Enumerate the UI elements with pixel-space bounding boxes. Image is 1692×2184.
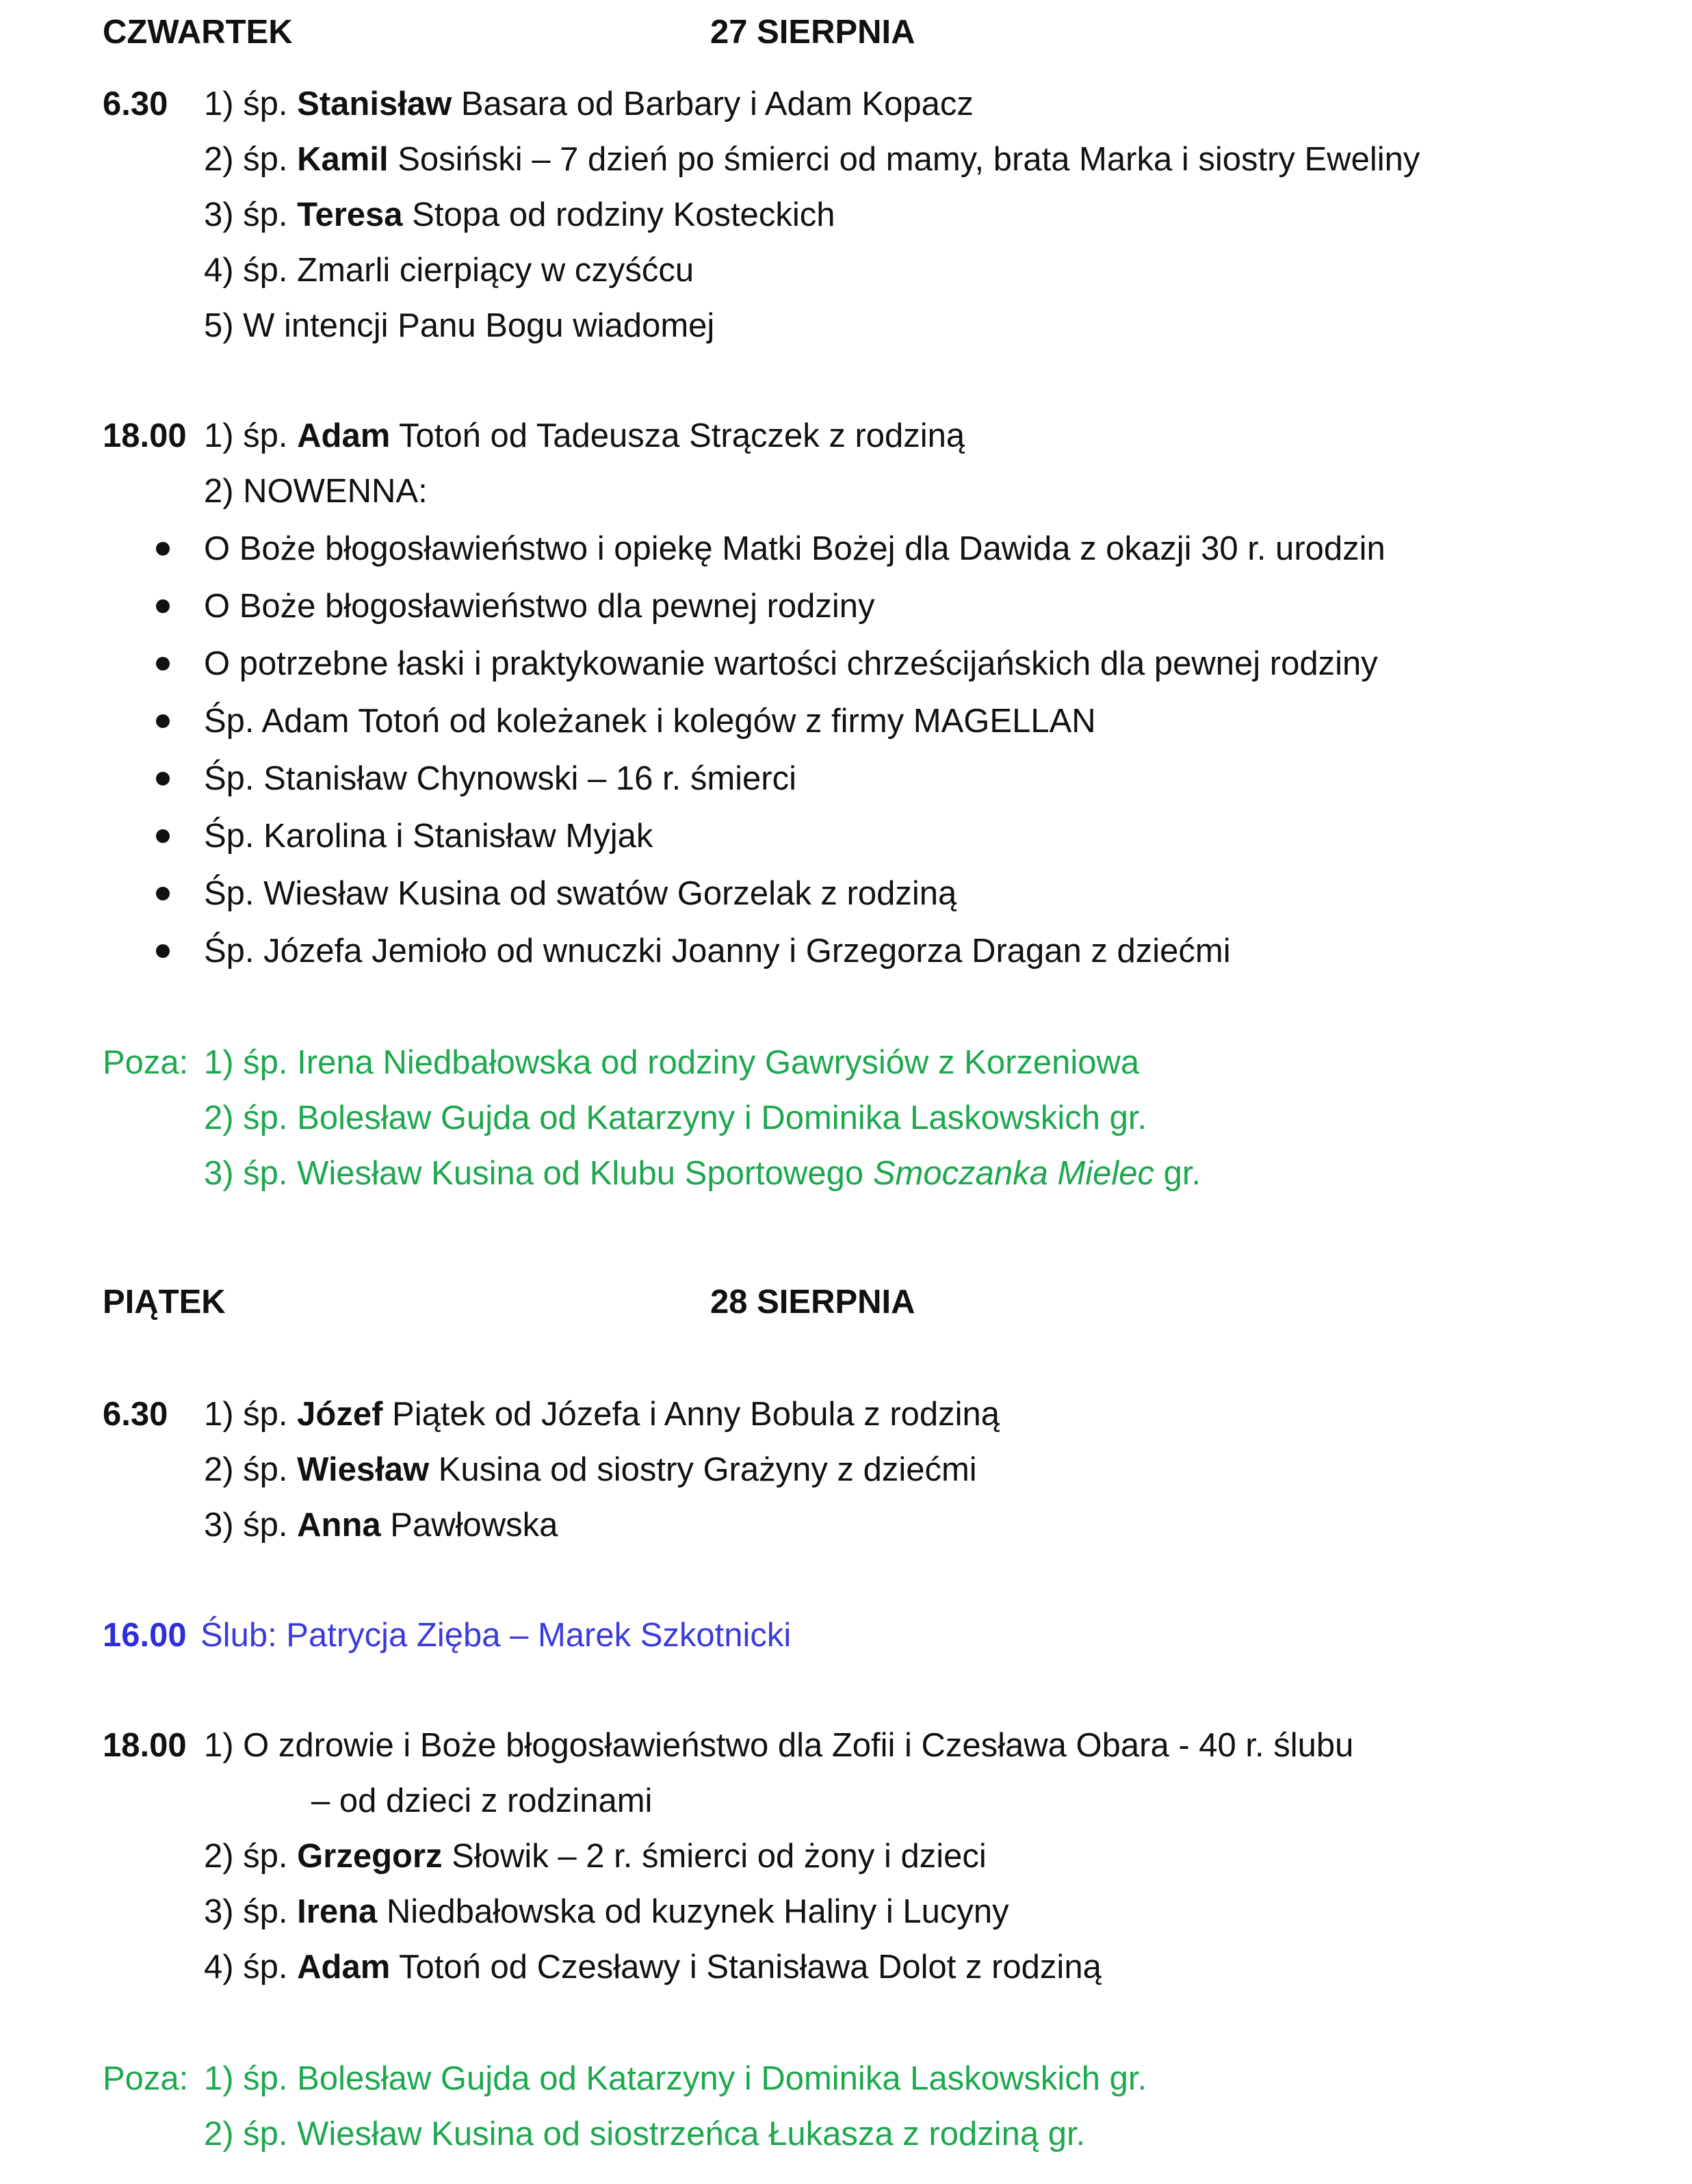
- novena-item: [0, 924, 1692, 978]
- bullet-icon: [156, 829, 170, 843]
- bullet-icon: [156, 542, 170, 556]
- day-date: 27 SIERPNIA: [710, 14, 915, 51]
- intention-name: Teresa: [297, 196, 403, 233]
- day-header-thursday: [0, 5, 1692, 60]
- novena-item: [0, 751, 1692, 806]
- poza-row: [0, 1146, 1692, 1201]
- poza-row: [0, 1091, 1692, 1145]
- bullet-icon: [156, 599, 170, 613]
- poza-label: Poza:: [103, 1044, 189, 1081]
- novena-item: [0, 866, 1692, 921]
- intention-text: 4) śp. Adam Totoń od Czesławy i Stanisława Dolot z rodziną: [204, 1949, 1102, 1986]
- novena-text: Śp. Józefa Jemioło od wnuczki Joanny i Grzegorza Dragan z dziećmi: [204, 933, 1231, 970]
- intention-name: Józef: [297, 1396, 383, 1433]
- novena-text: Śp. Stanisław Chynowski – 16 r. śmierci: [204, 760, 796, 797]
- poza-text: 2) śp. Wiesław Kusina od siostrzeńca Łukasza z rodziną gr.: [204, 2116, 1086, 2153]
- poza-text: 1) śp. Bolesław Gujda od Katarzyny i Dominika Laskowskich gr.: [204, 2060, 1147, 2097]
- intention-text: 3) śp. Teresa Stopa od rodziny Kosteckich: [204, 196, 835, 233]
- intention-text: 3) śp. Irena Niedbałowska od kuzynek Haliny i Lucyny: [204, 1893, 1009, 1930]
- intention-name: Anna: [297, 1507, 381, 1544]
- poza-row: [0, 2107, 1692, 2161]
- poza-row: [0, 1035, 1692, 1090]
- novena-text: O Boże błogosławieństwo i opiekę Matki Bożej dla Dawida z okazji 30 r. urodzin: [204, 530, 1385, 567]
- day-date: 28 SIERPNIA: [710, 1284, 915, 1321]
- intention-continuation: – od dzieci z rodzinami: [311, 1782, 653, 1819]
- novena-text: O potrzebne łaski i praktykowanie wartości chrześcijańskich dla pewnej rodziny: [204, 645, 1378, 682]
- intention-row: [0, 1940, 1692, 1994]
- intention-text: 3) śp. Anna Pawłowska: [204, 1507, 558, 1544]
- bullet-icon: [156, 714, 170, 728]
- mass-time: 6.30: [103, 1396, 168, 1433]
- bullet-icon: [156, 657, 170, 671]
- intention-row: [0, 77, 1692, 131]
- intention-text: 2) NOWENNA:: [204, 473, 428, 510]
- intention-text: 1) śp. Józef Piątek od Józefa i Anny Bobula z rodziną: [204, 1396, 1000, 1433]
- intention-row: [0, 187, 1692, 242]
- club-name: Smoczanka Mielec: [872, 1155, 1155, 1192]
- intention-name: Adam: [297, 417, 391, 454]
- intention-row: [0, 1829, 1692, 1884]
- wedding-text: Ślub: Patrycja Zięba – Marek Szkotnicki: [200, 1617, 792, 1654]
- bullet-icon: [156, 944, 170, 958]
- intention-text: 2) śp. Grzegorz Słowik – 2 r. śmierci od żony i dzieci: [204, 1838, 987, 1875]
- day-name: PIĄTEK: [103, 1284, 226, 1321]
- intention-row: [0, 464, 1692, 519]
- poza-row: [0, 2051, 1692, 2106]
- intention-text: 1) O zdrowie i Boże błogosławieństwo dla Zofii i Czesława Obara - 40 r. ślubu: [204, 1727, 1354, 1764]
- novena-text: Śp. Adam Totoń od koleżanek i kolegów z firmy MAGELLAN: [204, 703, 1096, 740]
- poza-label: Poza:: [103, 2060, 189, 2097]
- novena-item: [0, 521, 1692, 576]
- intention-text: 5) W intencji Panu Bogu wiadomej: [204, 307, 715, 344]
- intention-name: Irena: [297, 1893, 378, 1930]
- intention-row: [0, 1884, 1692, 1939]
- day-name: CZWARTEK: [103, 14, 293, 51]
- intention-text: 4) śp. Zmarli cierpiący w czyśćcu: [204, 252, 694, 289]
- poza-text: 3) śp. Wiesław Kusina od Klubu Sportowego Smoczanka Mielec gr.: [204, 1155, 1201, 1192]
- novena-item: [0, 636, 1692, 691]
- intention-row: [0, 1718, 1692, 1773]
- intention-row: [0, 408, 1692, 463]
- intention-name: Adam: [297, 1949, 391, 1986]
- intention-text: 2) śp. Wiesław Kusina od siostry Grażyny z dziećmi: [204, 1451, 977, 1488]
- novena-item: [0, 579, 1692, 634]
- intention-row: [0, 132, 1692, 187]
- novena-text: Śp. Karolina i Stanisław Myjak: [204, 818, 653, 855]
- wedding-row: [0, 1608, 1692, 1663]
- intention-name: Grzegorz: [297, 1838, 443, 1875]
- intention-row: [0, 1498, 1692, 1552]
- intention-name: Kamil: [297, 141, 389, 178]
- intention-text: 1) śp. Adam Totoń od Tadeusza Strączek z rodziną: [204, 417, 965, 454]
- novena-text: O Boże błogosławieństwo dla pewnej rodziny: [204, 588, 875, 625]
- intention-row: [0, 298, 1692, 353]
- intention-row: [0, 1387, 1692, 1442]
- novena-item: [0, 694, 1692, 749]
- mass-time: 6.30: [103, 86, 168, 122]
- mass-time: 18.00: [103, 1727, 187, 1764]
- poza-text: 2) śp. Bolesław Gujda od Katarzyny i Dominika Laskowskich gr.: [204, 1100, 1147, 1136]
- intention-text: 1) śp. Stanisław Basara od Barbary i Adam Kopacz: [204, 86, 974, 122]
- bullet-icon: [156, 772, 170, 785]
- poza-text: 1) śp. Irena Niedbałowska od rodziny Gawrysiów z Korzeniowa: [204, 1044, 1140, 1081]
- intention-text: 2) śp. Kamil Sosiński – 7 dzień po śmierci od mamy, brata Marka i siostry Eweliny: [204, 141, 1420, 178]
- bullet-icon: [156, 887, 170, 900]
- novena-item: [0, 809, 1692, 863]
- intention-name: Stanisław: [297, 86, 452, 122]
- intention-row: [0, 243, 1692, 298]
- mass-time: 18.00: [103, 417, 187, 454]
- intention-row: [0, 1442, 1692, 1497]
- day-header-friday: [0, 1275, 1692, 1329]
- intention-name: Wiesław: [297, 1451, 430, 1488]
- novena-text: Śp. Wiesław Kusina od swatów Gorzelak z rodziną: [204, 875, 957, 912]
- intention-row: [0, 1773, 1692, 1828]
- mass-time: 16.00: [103, 1617, 187, 1654]
